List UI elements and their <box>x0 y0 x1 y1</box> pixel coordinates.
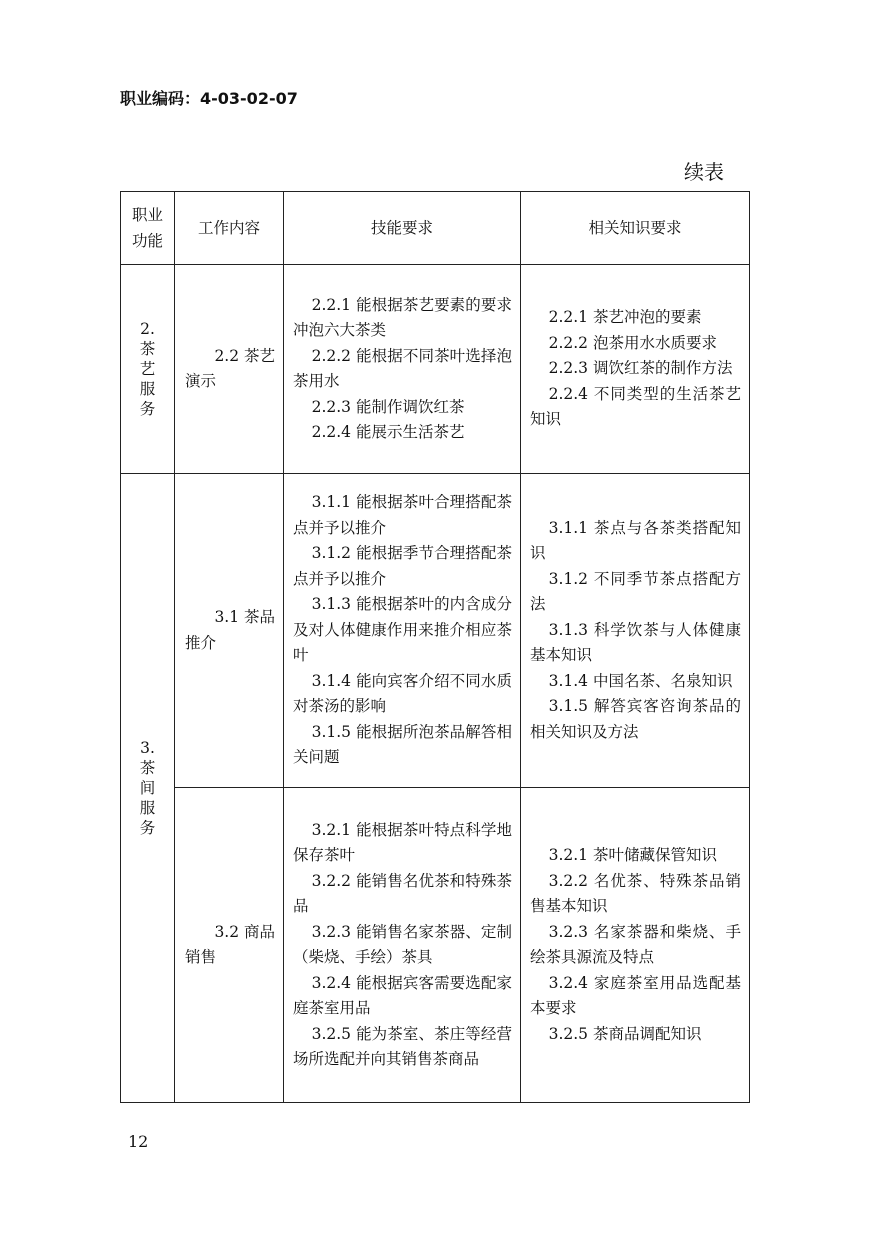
knowledge-item: 3.2.1 茶叶储藏保管知识 <box>548 846 717 864</box>
function-cell <box>121 474 175 1103</box>
table-row <box>121 474 750 788</box>
skill-item: 3.2.5 能为茶室、茶庄等经营场所选配并向其销售茶商品 <box>293 1024 512 1068</box>
skills-cell <box>284 788 521 1103</box>
knowledge-item: 2.2.4 不同类型的生活茶艺知识 <box>530 384 741 429</box>
function-cell <box>121 265 175 474</box>
skill-item: 3.2.4 能根据宾客需要选配家庭茶室用品 <box>293 973 512 1017</box>
header-skills: 技能要求 <box>284 192 521 265</box>
function-char: 间 <box>139 779 156 797</box>
skill-item: 2.2.2 能根据不同茶叶选择泡茶用水 <box>293 346 512 390</box>
occupation-code: 职业编码：4-03-02-07 <box>120 89 298 108</box>
header-knowledge: 相关知识要求 <box>521 192 750 265</box>
function-number: 3. <box>140 739 155 757</box>
header-function-label: 职业 功能 <box>131 206 163 250</box>
function-char: 务 <box>139 400 156 418</box>
skill-item: 3.1.2 能根据季节合理搭配茶点并予以推介 <box>293 544 512 588</box>
function-char: 服 <box>139 380 156 398</box>
page-number: 12 <box>128 1132 149 1151</box>
function-char: 茶 <box>139 340 156 358</box>
skill-item: 3.2.1 能根据茶叶特点科学地保存茶叶 <box>293 820 512 864</box>
knowledge-item: 3.2.5 茶商品调配知识 <box>548 1024 702 1043</box>
work-content-cell <box>175 788 284 1103</box>
table-header-row <box>121 192 750 265</box>
knowledge-item: 3.1.1 茶点与各茶类搭配知识 <box>530 518 741 563</box>
function-char: 茶 <box>139 759 156 777</box>
skill-item: 2.2.3 能制作调饮红茶 <box>311 397 465 416</box>
function-char: 务 <box>139 819 156 837</box>
knowledge-cell <box>521 788 750 1103</box>
work-content: 3.2 商品销售 <box>185 922 276 966</box>
knowledge-item: 3.2.3 名家茶器和柴烧、手绘茶具源流及特点 <box>530 922 741 966</box>
table-row <box>121 788 750 1103</box>
knowledge-item: 3.1.4 中国名茶、名泉知识 <box>548 671 733 690</box>
function-char: 艺 <box>139 360 156 378</box>
function-char: 服 <box>139 799 156 817</box>
knowledge-item: 2.2.1 茶艺冲泡的要素 <box>548 308 702 327</box>
skills-cell <box>284 474 521 788</box>
skill-item: 3.1.3 能根据茶叶的内含成分及对人体健康作用来推介相应茶叶 <box>293 595 512 665</box>
skill-item: 3.1.1 能根据茶叶合理搭配茶点并予以推介 <box>293 493 512 537</box>
continued-label: 续表 <box>684 160 724 184</box>
knowledge-item: 3.2.2 名优茶、特殊茶品销售基本知识 <box>530 871 741 915</box>
knowledge-item: 3.1.2 不同季节茶点搭配方法 <box>530 569 741 614</box>
skills-cell <box>284 265 521 474</box>
skill-item: 3.2.2 能销售名优茶和特殊茶品 <box>293 871 512 915</box>
knowledge-item: 3.1.3 科学饮茶与人体健康基本知识 <box>530 620 741 665</box>
knowledge-item: 3.1.5 解答宾客咨询茶品的相关知识及方法 <box>530 697 741 741</box>
knowledge-cell <box>521 474 750 788</box>
skill-item: 2.2.1 能根据茶艺要素的要求冲泡六大茶类 <box>293 295 512 339</box>
skill-item: 3.1.5 能根据所泡茶品解答相关问题 <box>293 722 512 767</box>
header-work: 工作内容 <box>175 192 284 265</box>
skill-item: 3.2.3 能销售名家茶器、定制（柴烧、手绘）茶具 <box>293 922 512 966</box>
work-content-cell <box>175 474 284 788</box>
knowledge-cell <box>521 265 750 474</box>
table-row <box>121 265 750 474</box>
knowledge-item: 2.2.3 调饮红茶的制作方法 <box>548 359 733 378</box>
skill-item: 2.2.4 能展示生活茶艺 <box>311 423 465 441</box>
skills-table <box>120 191 750 1103</box>
skill-item: 3.1.4 能向宾客介绍不同水质对茶汤的影响 <box>293 671 512 716</box>
knowledge-item: 2.2.2 泡茶用水水质要求 <box>548 333 717 352</box>
work-content: 3.1 茶品推介 <box>185 608 276 652</box>
function-number: 2. <box>140 320 155 338</box>
work-content-cell <box>175 265 284 474</box>
header-function <box>121 192 175 265</box>
work-content: 2.2 茶艺演示 <box>185 346 276 390</box>
knowledge-item: 3.2.4 家庭茶室用品选配基本要求 <box>530 973 741 1017</box>
